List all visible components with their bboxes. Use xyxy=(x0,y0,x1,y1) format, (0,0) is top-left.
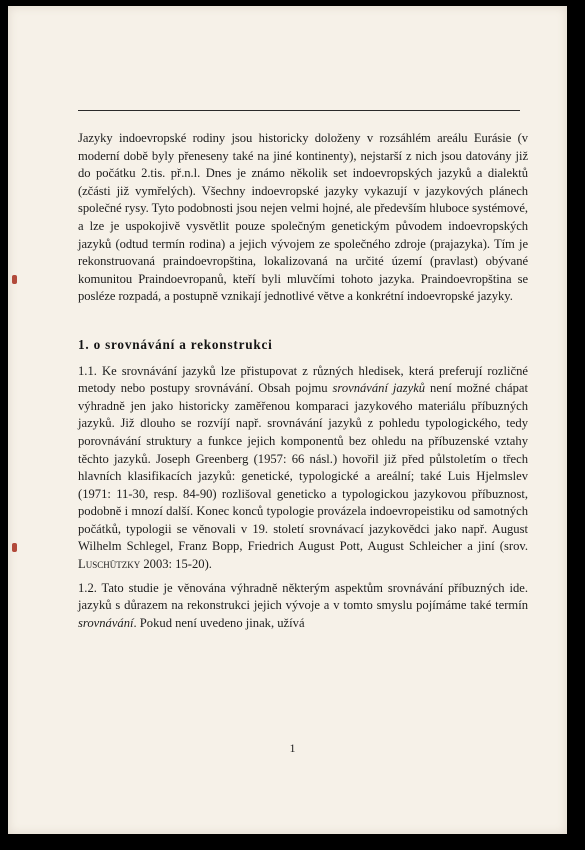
paragraph-1-1-text-b: není možné chápat výhradně jen jako historicky zaměřenou komparaci jazykového materiálu příbuzných jazyků. Již dlouho se rozvíjí např. srovnávání jazyků z pohledu typologického, tedy porovnávání struktury a funkce jejich komponentů bez ohledu na příbuzenské vztahy těchto jazyků. Joseph Greenberg (1957: 66 násl.) hovořil již před půlstoletím o třech hlavních klasifikacích jazyků: genetické, typologické a areální; také Luis Hjelmslev (1971: 11-30, resp. 84-90) rozlišoval geneticko a typologickou jazykovou příbuznost, podobně i mnozí další. Konec konců typologie provázela indoevropeistiku od samotných počátků, typologii se věnovali v 19. století srovnávací jazykovědci jako např. August Wilhelm Schlegel, Franz Bopp, Friedrich August Pott, August Schleicher a jiní (srov. xyxy=(78,381,528,554)
binding-mark xyxy=(12,275,17,284)
paragraph-1-1 xyxy=(78,363,528,574)
paragraph-1-2 xyxy=(78,580,528,633)
paragraph-1-1-text-c: 2003: 15-20). xyxy=(140,557,212,572)
paragraph-1-1-text-a: 1.1. Ke srovnávání jazyků lze přistupovat z různých hledisek, která preferují rozličné metody nebo postupy srovnávání. Obsah pojmu xyxy=(78,363,528,396)
citation-author: Luschützky xyxy=(78,557,141,572)
header-rule xyxy=(78,110,520,111)
binding-mark xyxy=(12,543,17,552)
page-content xyxy=(78,130,528,632)
paragraph-1-2-text-b: . Pokud není uvedeno jinak, užívá xyxy=(133,615,305,630)
paragraph-1-2-text-a: 1.2. Tato studie je věnována výhradně některým aspektům srovnávání příbuzných ide. jazyků s důrazem na rekonstrukci jejich vývoje a v tomto smyslu pojímáme také termín xyxy=(78,580,528,613)
page-number: 1 xyxy=(289,741,296,755)
section-heading: 1. o srovnávání a rekonstrukci xyxy=(78,336,273,352)
paragraph-1-1-emphasis: srovnávání jazyků xyxy=(332,381,426,396)
paragraph-1-2-emphasis: srovnávání xyxy=(78,615,134,630)
intro-paragraph: Jazyky indoevropské rodiny jsou historicky doloženy v rozsáhlém areálu Eurásie (v moderní době byly přeneseny také na jiné kontinenty), nejstarší z nich jsou datovány již do počátku 2.tis. př.n.l. Dnes je známo několik set indoevropských jazyků a dialektů (zčásti již vymřelých). Všechny indoevropské jazyky vykazují v jazykových plánech společné rysy. Tyto podobnosti jsou nejen velmi hojné, ale především hluboce systémové, a lze je uspokojivě vysvětlit pouze společným genetickým původem indoevropských jazyků (odtud termín rodina) a jejich vývojem ze společného zdroje (prajazyka). Tím je rekonstruovaná praindoevropština, lokalizovaná na určité území (pravlast) obývané komunitou Praindoevropanů, kteří byli mluvčími tohoto jazyka. Praindoevropština se posléze rozpadá, a postupně vznikají jednotlivé větve a konkrétní indoevropské jazyky. xyxy=(78,131,528,304)
